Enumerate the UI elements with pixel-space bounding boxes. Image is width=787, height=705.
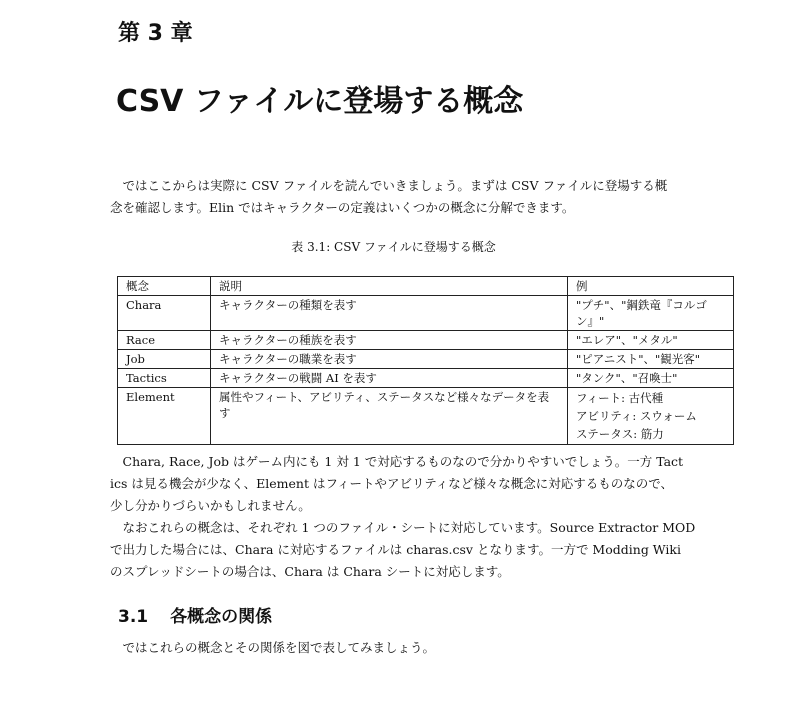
example-cell: "エレア"、"メタル" (568, 331, 734, 350)
table-row (118, 296, 734, 331)
concept-cell: Element (118, 388, 211, 445)
description-cell: キャラクターの職業を表す (211, 350, 568, 369)
section-heading (118, 602, 294, 627)
description-cell: キャラクターの種族を表す (211, 331, 568, 350)
table-row (118, 350, 734, 369)
example-line: アビリティ: スウォーム (576, 409, 697, 423)
text-line: 念を確認します。Elin ではキャラクターの定義はいくつかの概念に分解できます。 (110, 200, 575, 215)
example-line: フィート: 古代種 (576, 391, 664, 405)
concept-cell: Race (118, 331, 211, 350)
text-line: のスプレッドシートの場合は、Chara は Chara シートに対応します。 (110, 564, 510, 579)
header-cell: 概念 (118, 277, 211, 296)
table-caption: 表 3.1: CSV ファイルに登場する概念 (291, 240, 496, 254)
text-line: ではここからは実際に CSV ファイルを読んでいきましょう。まずは CSV ファイルに登場する概 (110, 178, 668, 193)
concept-cell: Job (118, 350, 211, 369)
description-cell: キャラクターの種類を表す (211, 296, 568, 331)
text-line: なおこれらの概念は、それぞれ 1 つのファイル・シートに対応しています。Source Extractor MOD (110, 520, 696, 535)
concept-cell: Chara (118, 296, 211, 331)
section-paragraph (110, 637, 435, 659)
text-line: 少し分かりづらいかもしれません。 (110, 498, 311, 513)
text-line: ics は見る機会が少なく、Element はフィートやアビリティなど様々な概念に対応するものなので、 (110, 476, 673, 491)
description-cell: キャラクターの戦闘 AI を表す (211, 369, 568, 388)
concept-table (117, 276, 734, 445)
section-title: 各概念の関係 (170, 607, 273, 627)
concept-cell: Tactics (118, 369, 211, 388)
body-paragraph (110, 451, 695, 583)
header-cell: 例 (568, 277, 734, 296)
text-line: で出力した場合には、Chara に対応するファイルは charas.csv となります。一方で Modding Wiki (110, 542, 681, 557)
table-row (118, 388, 734, 445)
example-cell (568, 388, 734, 445)
table-row (118, 369, 734, 388)
table-row (118, 331, 734, 350)
text-line: ではこれらの概念とその関係を図で表してみましょう。 (110, 640, 436, 655)
intro-paragraph (110, 175, 667, 219)
table-header-row (118, 277, 734, 296)
text-line: Chara, Race, Job はゲーム内にも 1 対 1 で対応するものなので分かりやすいでしょう。一方 Tact (110, 454, 684, 469)
example-cell: "プチ"、"鋼鉄竜『コルゴン』" (568, 296, 734, 331)
example-cell: "ピアニスト"、"観光客" (568, 350, 734, 369)
example-line: ステータス: 筋力 (576, 427, 664, 441)
description-cell: 属性やフィート、アビリティ、ステータスなど様々なデータを表す (211, 388, 568, 445)
chapter-label: 第 3 章 (118, 21, 193, 46)
header-cell: 説明 (211, 277, 568, 296)
example-cell: "タンク"、"召喚士" (568, 369, 734, 388)
chapter-title: CSV ファイルに登場する概念 (116, 84, 524, 119)
section-number: 3.1 (118, 607, 149, 627)
